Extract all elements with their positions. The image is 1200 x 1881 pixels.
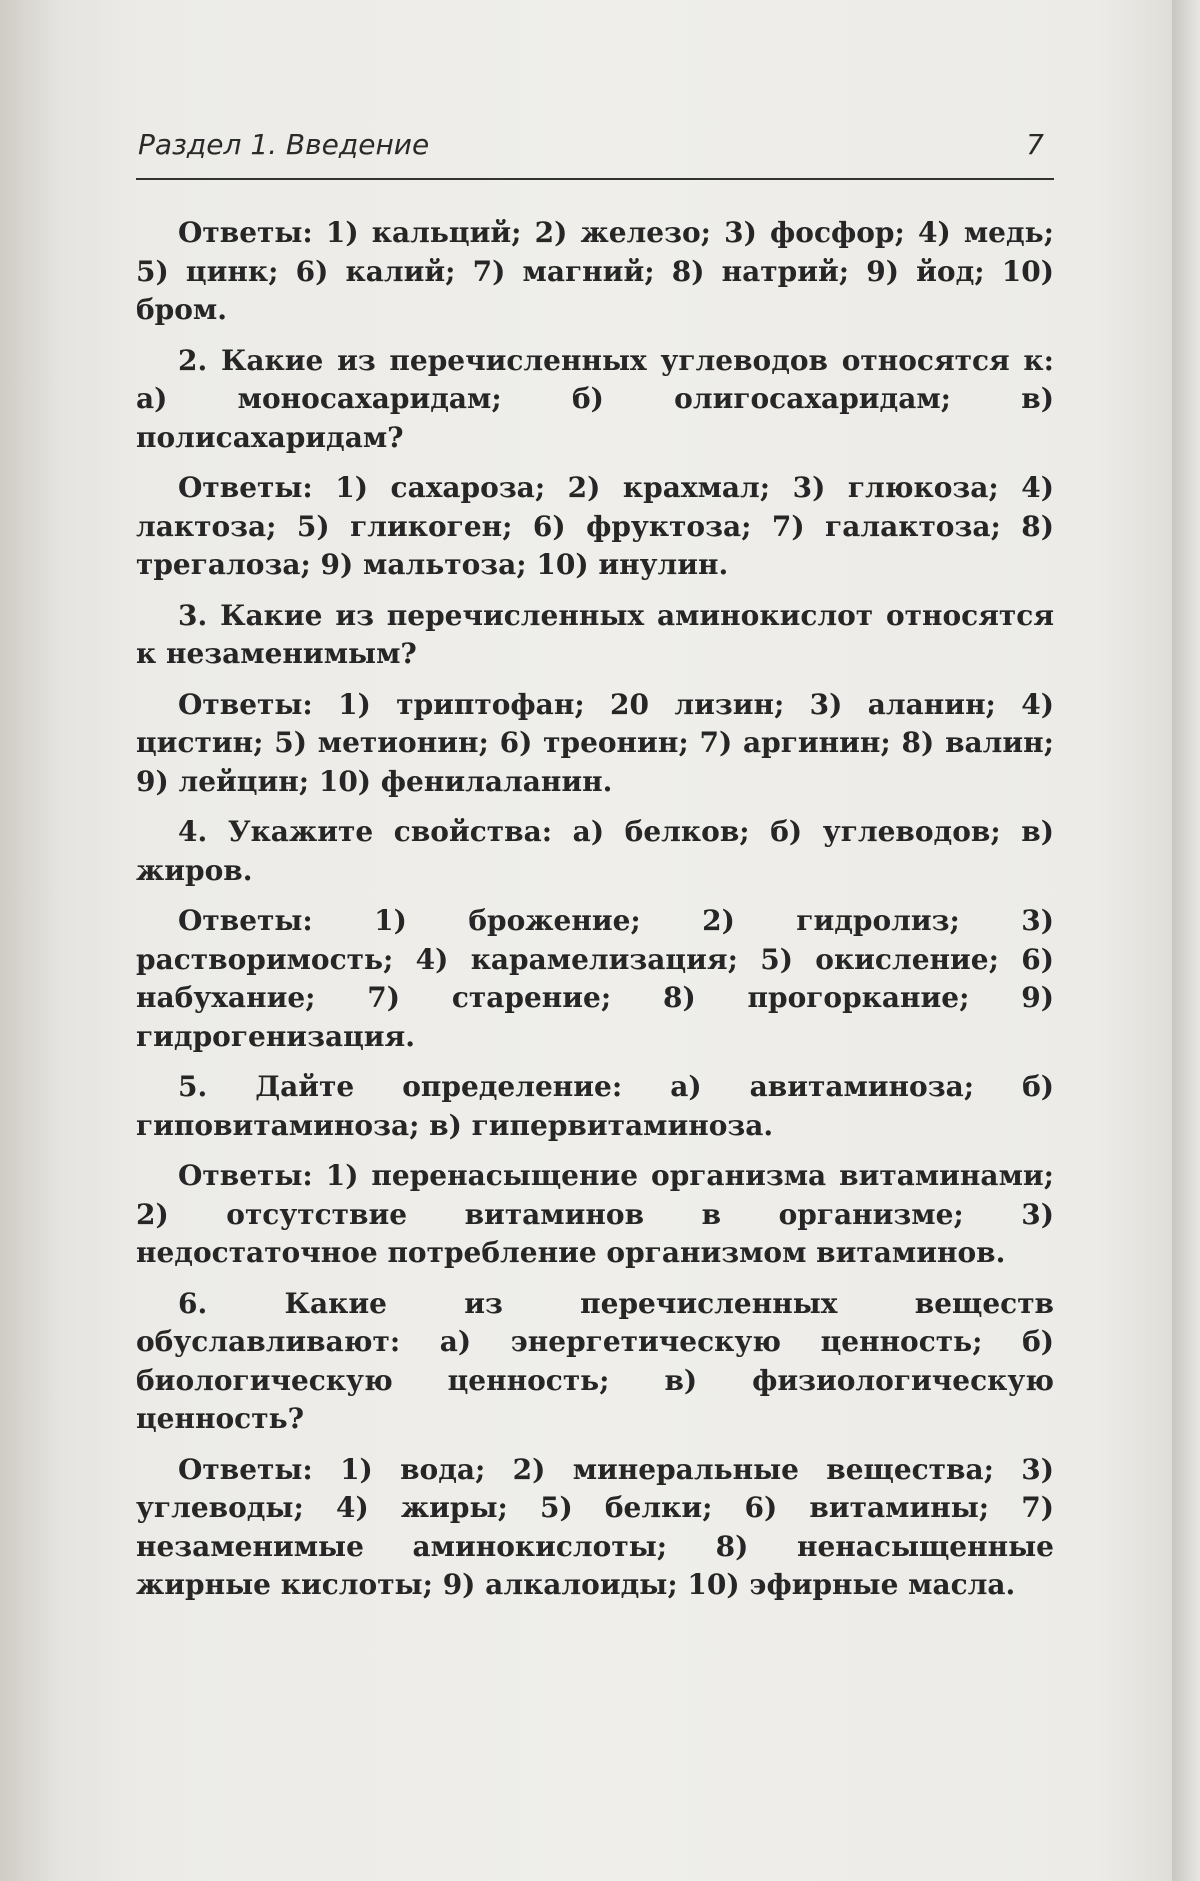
page-edge-shadow [1172, 0, 1200, 1881]
answer-paragraph: Ответы: 1) сахароза; 2) крахмал; 3) глюкоза; 4) лактоза; 5) гликоген; 6) фруктоза; 7) галактоза; 8) трегалоза; 9) мальтоза; 10) инулин. [136, 471, 1054, 581]
answer-paragraph: Ответы: 1) триптофан; 20 лизин; 3) аланин; 4) цистин; 5) метионин; 6) треонин; 7) аргинин; 8) валин; 9) лейцин; 10) фенилаланин. [136, 687, 1054, 798]
answer-paragraph: Ответы: 1) вода; 2) минеральные вещества; 3) углеводы; 4) жиры; 5) белки; 6) витамины; 7) незаменимые аминокислоты; 8) ненасыщенные жирные кислоты; 9) алкалоиды; 10) эфирные масла. [136, 1452, 1054, 1601]
answer-paragraph: Ответы: 1) перенасыщение организма витаминами; 2) отсутствие витаминов в организме; 3) недостаточное потребление организмом витаминов. [136, 1159, 1054, 1269]
section-title: Раздел 1. Введение [138, 128, 430, 161]
answer-paragraph: Ответы: 1) кальций; 2) железо; 3) фосфор; 4) медь; 5) цинк; 6) калий; 7) магний; 8) натрий; 9) йод; 10) бром. [136, 216, 1054, 326]
header-rule [136, 178, 1054, 180]
question-paragraph: 6. Какие из перечисленных веществ обуславливают: а) энергетическую ценность; б) биологическую ценность; в) физиологическую ценность? [136, 1286, 1054, 1435]
question-paragraph: 3. Какие из перечисленных аминокислот относятся к незаменимым? [136, 598, 1054, 670]
question-paragraph: 2. Какие из перечисленных углеводов относятся к: а) моносахаридам; б) олигосахаридам; в) полисахаридам? [136, 343, 1054, 454]
answer-paragraph: Ответы: 1) брожение; 2) гидролиз; 3) растворимость; 4) карамелизация; 5) окисление; 6) набухание; 7) старение; 8) прогоркание; 9) гидрогенизация. [136, 904, 1054, 1053]
question-paragraph: 4. Укажите свойства: а) белков; б) углеводов; в) жиров. [136, 815, 1054, 887]
page-number: 7 [1026, 128, 1044, 161]
question-paragraph: 5. Дайте определение: а) авитаминоза; б) гиповитаминоза; в) гипервитаминоза. [136, 1070, 1054, 1142]
page-content [136, 214, 1054, 1617]
running-header [138, 128, 1054, 172]
